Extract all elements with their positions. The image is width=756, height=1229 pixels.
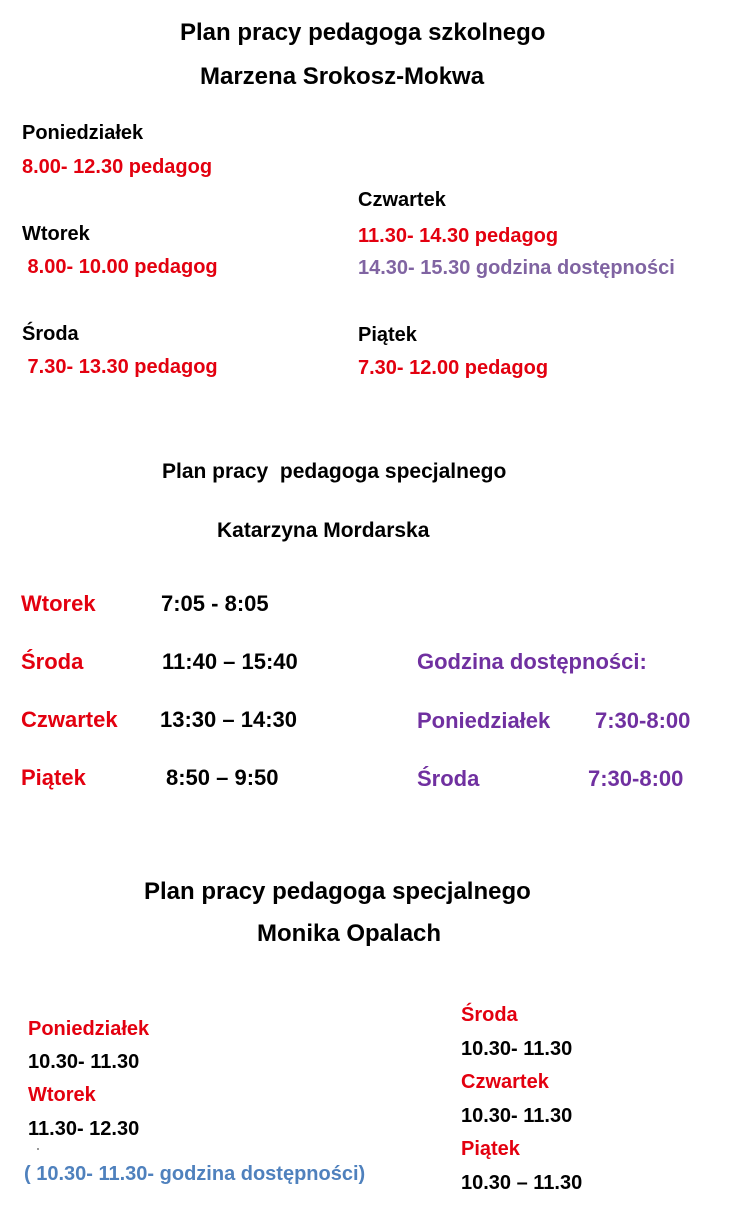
s3-left-day: Poniedziałek — [28, 1018, 150, 1040]
s1-friday-label: Piątek — [358, 324, 417, 346]
s3-left-time: 11.30- 12.30 — [28, 1118, 140, 1140]
s1-thursday-label: Czwartek — [358, 189, 446, 211]
s1-thursday-time1: 11.30- 14.30 pedagog — [358, 225, 559, 247]
section3-name: Monika Opalach — [257, 920, 442, 947]
s1-wednesday-label: Środa — [22, 323, 79, 345]
s3-right-time: 10.30- 11.30 — [461, 1105, 573, 1127]
s2-row-time: 8:50 – 9:50 — [166, 765, 279, 790]
s1-tuesday-label: Wtorek — [22, 223, 90, 245]
section1-title: Plan pracy pedagoga szkolnego — [180, 19, 546, 46]
s2-row-day: Wtorek — [21, 591, 96, 616]
s2-availability-day: Środa — [417, 766, 480, 791]
s3-availability-note: ( 10.30- 11.30- godzina dostępności) — [24, 1163, 366, 1185]
s2-availability-time: 7:30-8:00 — [588, 766, 684, 791]
s1-monday-time: 8.00- 12.30 pedagog — [22, 156, 213, 178]
stray-mark — [37, 1148, 39, 1150]
s2-row-time: 7:05 - 8:05 — [161, 591, 269, 616]
section1-name: Marzena Srokosz-Mokwa — [200, 63, 485, 90]
s2-availability-day: Poniedziałek — [417, 708, 551, 733]
s3-right-time: 10.30- 11.30 — [461, 1038, 573, 1060]
s2-row-day: Środa — [21, 649, 84, 674]
s1-tuesday-time: 8.00- 10.00 pedagog — [22, 256, 218, 278]
section3-title: Plan pracy pedagoga specjalnego — [144, 878, 531, 905]
s1-monday-label: Poniedziałek — [22, 122, 144, 144]
s2-row-time: 13:30 – 14:30 — [160, 707, 297, 732]
s2-availability-title: Godzina dostępności: — [417, 649, 647, 674]
s3-right-day: Środa — [461, 1004, 518, 1026]
s3-left-day: Wtorek — [28, 1084, 96, 1106]
s2-row-day: Czwartek — [21, 707, 118, 732]
s1-wednesday-time: 7.30- 13.30 pedagog — [22, 356, 218, 378]
s2-row-time: 11:40 – 15:40 — [162, 649, 298, 674]
section2-title: Plan pracy pedagoga specjalnego — [162, 460, 507, 483]
s1-thursday-time2: 14.30- 15.30 godzina dostępności — [358, 257, 675, 279]
s1-friday-time: 7.30- 12.00 pedagog — [358, 357, 549, 379]
s3-left-time: 10.30- 11.30 — [28, 1051, 140, 1073]
section2-name: Katarzyna Mordarska — [217, 519, 430, 542]
s3-right-day: Czwartek — [461, 1071, 549, 1093]
s2-availability-time: 7:30-8:00 — [595, 708, 691, 733]
s2-row-day: Piątek — [21, 765, 86, 790]
s3-right-time: 10.30 – 11.30 — [461, 1172, 583, 1194]
s3-right-day: Piątek — [461, 1138, 520, 1160]
